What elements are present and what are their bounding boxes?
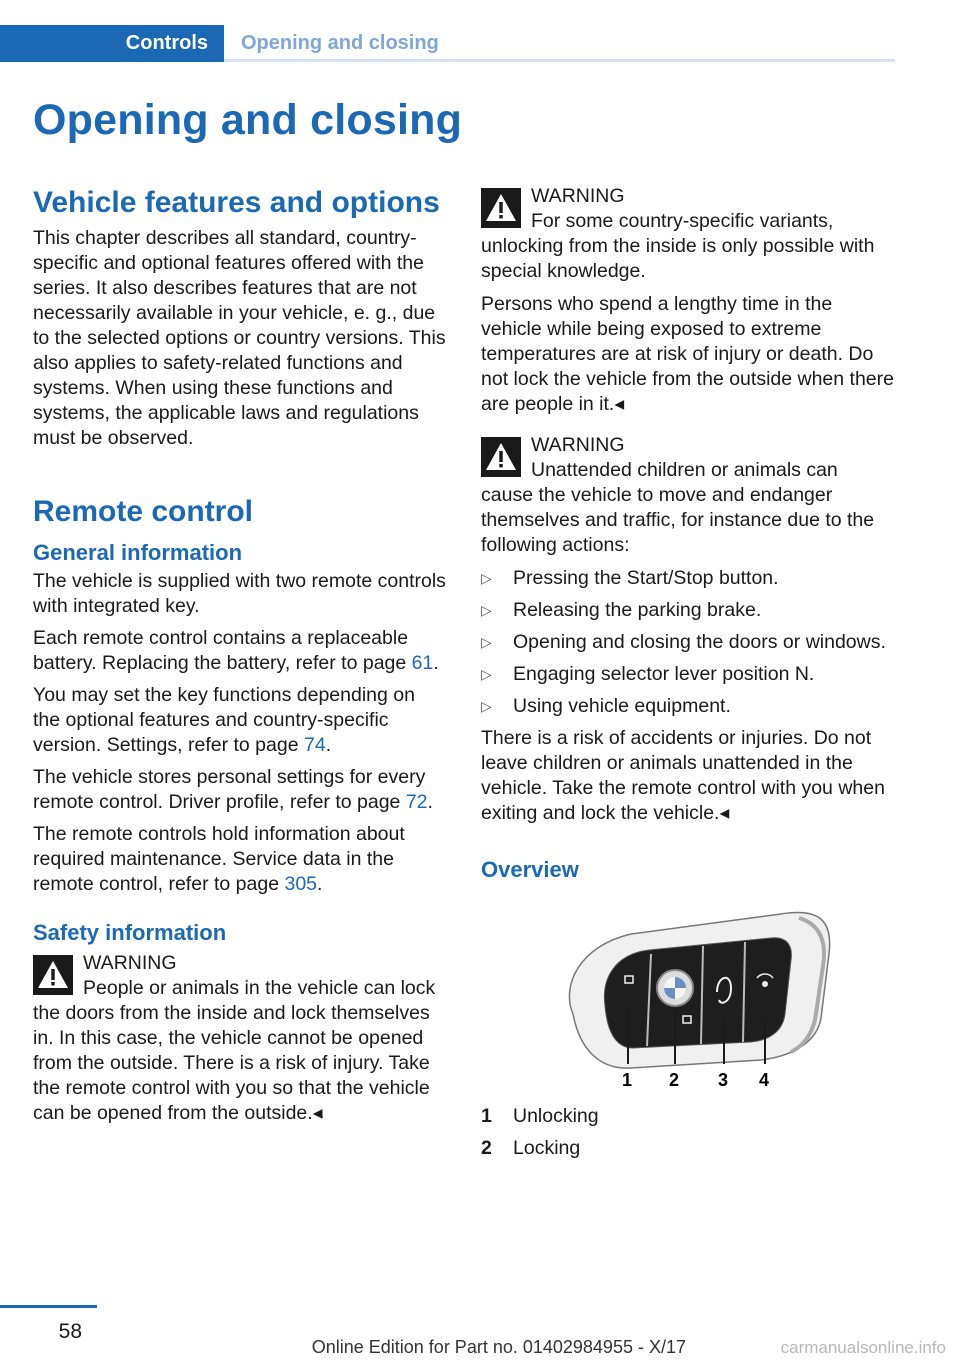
list-item: ▷ Opening and closing the doors or windows.	[481, 631, 886, 653]
triangle-bullet-icon: ▷	[481, 570, 492, 586]
overview-heading: Overview	[481, 857, 579, 882]
legend-item: 1 Unlocking	[481, 1105, 599, 1127]
callout-3: 3	[718, 1070, 729, 1090]
edition-text: Online Edition for Part no. 01402984955 - X/17	[311, 1337, 686, 1357]
page-link-305[interactable]: 305	[284, 873, 318, 895]
warning-triangle-icon	[481, 437, 521, 477]
triangle-bullet-icon: ▷	[481, 602, 492, 618]
right-column	[481, 184, 895, 1168]
warning-text: People or animals in the vehicle can lock the doors from the inside and lock themselves in. In this case, the vehicle cannot be opened from the outside. There is a risk of injury. Take the remote control with you so that the vehicle can be opened from the outside.◂	[33, 977, 436, 1124]
page-link-61[interactable]: 61	[411, 652, 434, 674]
safety-information-heading: Safety information	[33, 920, 227, 945]
remote-key-illustration	[481, 896, 895, 1096]
warning-3-closing: There is a risk of accidents or injuries. Do not leave children or animals unattended in the vehicle. Take the remote control with you when exiting and lock the vehicle.◂	[481, 727, 885, 824]
list-item: ▷ Engaging selector lever position N.	[481, 663, 815, 685]
general-paragraph-4: The vehicle stores personal settings for every remote control. Driver profile, refer to page 72.	[33, 766, 433, 813]
triangle-bullet-icon: ▷	[481, 698, 492, 714]
left-column	[33, 184, 447, 1134]
page-title: Opening and closing	[33, 96, 463, 144]
header-rule	[224, 59, 895, 62]
general-paragraph-3: You may set the key functions depending on the optional features and country-specific version. Settings, refer to page 74.	[33, 684, 415, 756]
warning-triangle-icon	[33, 955, 73, 995]
triangle-bullet-icon: ▷	[481, 666, 492, 682]
legend-item: 2 Locking	[481, 1137, 581, 1159]
page-link-74[interactable]: 74	[303, 734, 326, 756]
chapter-breadcrumb: Opening and closing	[241, 32, 439, 54]
general-paragraph-5: The remote controls hold information about required maintenance. Service data in the remote control, refer to page 305.	[33, 823, 405, 895]
remote-control-heading: Remote control	[33, 495, 254, 528]
callout-1: 1	[622, 1070, 633, 1090]
page-link-72[interactable]: 72	[405, 791, 428, 813]
figure-legend	[481, 1104, 895, 1161]
list-item: ▷ Releasing the parking brake.	[481, 599, 762, 621]
callout-2: 2	[669, 1070, 680, 1090]
general-paragraph-1: The vehicle is supplied with two remote controls with integrated key.	[33, 570, 446, 617]
section-tab: Controls	[0, 25, 224, 62]
general-paragraph-2: Each remote control contains a replaceable battery. Replacing the battery, refer to page 61.	[33, 627, 439, 674]
warning-text: Unattended children or animals can cause the vehicle to move and endanger themselves and traffic, for instance due to the following actions:	[481, 459, 875, 556]
general-information-heading: General information	[33, 540, 243, 565]
remote-key-figure	[481, 896, 895, 1096]
warning-label: WARNING	[531, 434, 625, 456]
page-number: 58	[58, 1320, 82, 1343]
list-item: ▷ Pressing the Start/Stop button.	[481, 567, 779, 589]
warning-label: WARNING	[83, 952, 177, 974]
triangle-bullet-icon: ▷	[481, 634, 492, 650]
warning-block-2	[481, 184, 895, 284]
action-list	[481, 566, 895, 719]
warning-block-1	[33, 951, 447, 1126]
page-header	[0, 25, 895, 62]
warning-text: For some country-specific variants, unlocking from the inside is only possible with special knowledge.	[481, 210, 875, 282]
list-item: ▷ Using vehicle equipment.	[481, 695, 731, 717]
watermark: carmanualsonline.info	[780, 1338, 946, 1357]
warning-triangle-icon	[481, 188, 521, 228]
vehicle-features-text: This chapter describes all standard, country-specific and optional features offered with the series. It also describes features that are not necessarily available in your vehicle, e. g., due to the selected options or country versions. This also applies to safety-related functions and systems. When using these functions and systems, the applicable laws and regulations must be observed.	[33, 227, 446, 449]
footer-rule	[0, 1305, 97, 1308]
warning-2-paragraph: Persons who spend a lengthy time in the vehicle while being exposed to extreme temperatures are at risk of injury or death. Do not lock the vehicle from the outside when there are people in it.◂	[481, 293, 894, 415]
vehicle-features-heading: Vehicle features and options	[33, 186, 440, 219]
warning-label: WARNING	[531, 185, 625, 207]
callout-4: 4	[759, 1070, 770, 1090]
warning-block-3	[481, 433, 895, 558]
